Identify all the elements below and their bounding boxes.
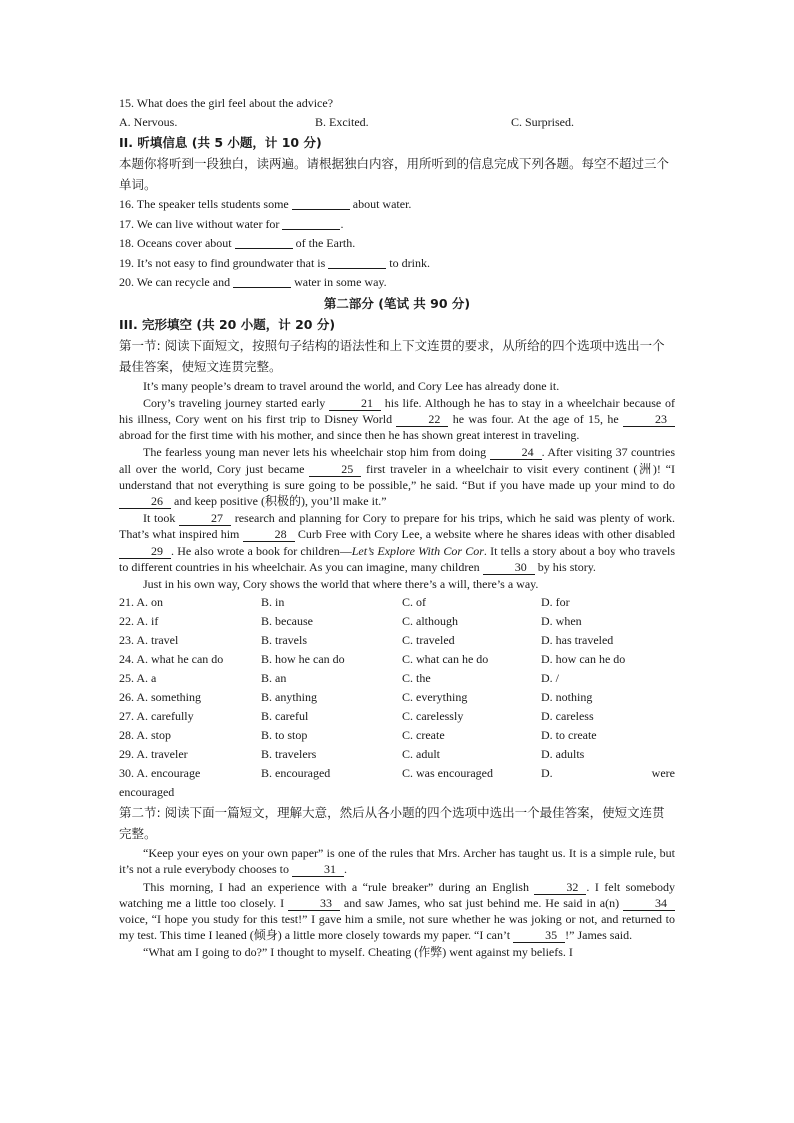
question-22-options [119, 612, 675, 631]
option: C. what can he do [402, 652, 489, 667]
option: B. to stop [261, 728, 308, 743]
option: D. adults [541, 747, 585, 762]
option: 24. A. what he can do [119, 652, 224, 667]
option: 27. A. carefully [119, 709, 194, 724]
answer-blank[interactable] [328, 256, 386, 269]
blank-29[interactable]: 29 [119, 544, 171, 559]
question-21-options [119, 593, 675, 612]
answer-blank[interactable] [292, 197, 350, 210]
option: D. were [541, 766, 675, 781]
section-3-instructions-2: 第二节: 阅读下面一篇短文，理解大意，然后从各小题的四个选项中选出一个最佳答案，使短文连贯完整。 [119, 805, 665, 842]
option: 30. A. encourage [119, 766, 201, 781]
option: A. Nervous. [119, 115, 178, 129]
blank-30[interactable]: 30 [483, 560, 535, 575]
question-27-options [119, 707, 675, 726]
option: B. anything [261, 690, 317, 705]
blank-34[interactable]: 34 [623, 896, 675, 911]
option: D. / [541, 671, 559, 686]
question-24-options [119, 650, 675, 669]
exam-page [119, 94, 675, 962]
option: C. although [402, 614, 458, 629]
book-title: Let’s Explore With Cor Cor [351, 543, 484, 558]
option: 28. A. stop [119, 728, 172, 743]
option: C. was encouraged [402, 766, 493, 781]
option: D. how can he do [541, 652, 626, 667]
option: 26. A. something [119, 690, 202, 705]
blank-25[interactable]: 25 [309, 462, 361, 477]
option: C. the [402, 671, 431, 686]
answer-blank[interactable] [233, 275, 291, 288]
question-26-options [119, 688, 675, 707]
question-18: 18. Oceans cover about of the Earth. [119, 236, 356, 250]
section-3-instructions-1: 第一节: 阅读下面短文，按照句子结构的语法性和上下文连贯的要求，从所给的四个选项中选出一个最佳答案，使短文连贯完整。 [119, 337, 665, 374]
passage-2-paragraph: “What am I going to do?” I thought to myself. Cheating (作弊) went against my beliefs. I [143, 945, 573, 960]
option: B. careful [261, 709, 309, 724]
blank-33[interactable]: 33 [288, 896, 340, 911]
option: C. create [402, 728, 445, 743]
passage-1-paragraph: It took 27 research and planning for Cory to prepare for his trips, which he said was plenty of work. That’s what inspired him 28 Curb Free with Cory Lee, a website where he shares ideas with other disabled 29 . He also wrote a book for children—Let’s Explore With Cor Cor. It tells a story about a boy who travels to different countries in his wheelchair. As you can imagine, many children 30 by his story. [119, 511, 676, 574]
blank-32[interactable]: 32 [534, 880, 586, 895]
option: C. adult [402, 747, 440, 762]
option: 21. A. on [119, 595, 164, 610]
passage-1-paragraph: It’s many people’s dream to travel around the world, and Cory Lee has already done it. [143, 378, 560, 393]
blank-21[interactable]: 21 [329, 396, 381, 411]
option: D. to create [541, 728, 597, 743]
question-23-options [119, 631, 675, 650]
passage-1-paragraph: Cory’s traveling journey started early 21 his life. Although he has to stay in a wheelchair because of his illness, Cory went on his first trip to Disney World 22 he was four. At the age of 15, he 23 abroad for the first time with his mother, and since then he has shown great interest in traveling. [119, 395, 675, 443]
blank-23[interactable]: 23 [623, 412, 675, 427]
blank-26[interactable]: 26 [119, 494, 171, 509]
passage-2-paragraph: This morning, I had an experience with a “rule breaker” during an English 32 . I felt somebody watching me a little too closely. I 33 and saw James, who sat just behind me. He said in a(n) 34 voice, “I hope you study for this test!” I gave him a smile, not sure whether he was joking or not, and returned to my test. This time I leaned (倾身) a little more closely towards my paper. “I can’t 35 !” James said. [119, 879, 675, 943]
question-30-options [119, 764, 675, 783]
option: B. in [261, 595, 285, 610]
option: C. carelessly [402, 709, 464, 724]
passage-1-paragraph: Just in his own way, Cory shows the world that where there’s a will, there’s a way. [143, 576, 539, 591]
option: B. Excited. [315, 115, 369, 129]
option: 29. A. traveler [119, 747, 188, 762]
answer-blank[interactable] [282, 217, 340, 230]
option: 22. A. if [119, 614, 159, 629]
option: D. for [541, 595, 570, 610]
option: D. has traveled [541, 633, 614, 648]
blank-31[interactable]: 31 [292, 862, 344, 877]
part-2-title: 第二部分 (笔试 共 90 分) [323, 295, 471, 311]
option: 25. A. a [119, 671, 157, 686]
option: C. traveled [402, 633, 455, 648]
section-2-instructions: 本题你将听到一段独白，读两遍。请根据独白内容，用所听到的信息完成下列各题。每空不超过三个单词。 [119, 156, 670, 192]
blank-22[interactable]: 22 [396, 412, 448, 427]
option: B. how he can do [261, 652, 345, 667]
question-15-stem: 15. What does the girl feel about the advice? [119, 96, 334, 110]
passage-1-paragraph: The fearless young man never lets his wheelchair stop him from doing 24 . After visiting 37 countries all over the world, Cory just became 25 first traveler in a wheelchair to visit every continent (洲)! “I understand that not everything is sure going to be possible,” he said. “But if you have made up your mind to do 26 and keep positive (积极的), you’ll make it.” [119, 445, 676, 508]
blank-24[interactable]: 24 [490, 445, 542, 460]
question-17: 17. We can live without water for . [119, 216, 344, 231]
question-29-options [119, 745, 675, 764]
option: C. Surprised. [511, 115, 574, 129]
section-3-title: III. 完形填空 (共 20 小题，计 20 分) [119, 316, 336, 332]
question-15-options [119, 113, 675, 132]
answer-blank[interactable] [235, 236, 293, 249]
blank-27[interactable]: 27 [179, 511, 231, 526]
blank-35[interactable]: 35 [513, 928, 565, 943]
option: C. everything [402, 690, 468, 705]
passage-2-paragraph: “Keep your eyes on your own paper” is one of the rules that Mrs. Archer has taught us. It is a simple rule, but it’s not a rule everybody chooses to 31 . [119, 846, 675, 877]
question-16: 16. The speaker tells students some about water. [119, 197, 412, 211]
option: B. an [261, 671, 287, 686]
option-continuation: encouraged [119, 785, 175, 800]
option: D. nothing [541, 690, 593, 705]
blank-28[interactable]: 28 [243, 527, 295, 542]
question-25-options [119, 669, 675, 688]
question-19: 19. It’s not easy to find groundwater that is to drink. [119, 255, 430, 270]
option: 23. A. travel [119, 633, 179, 648]
option: D. when [541, 614, 582, 629]
option: C. of [402, 595, 426, 610]
option: D. careless [541, 709, 594, 724]
option: B. encouraged [261, 766, 331, 781]
section-2-title: II. 听填信息 (共 5 小题，计 10 分) [119, 135, 322, 150]
option: B. because [261, 614, 313, 629]
option: B. travelers [261, 747, 317, 762]
question-20: 20. We can recycle and water in some way. [119, 275, 387, 289]
option: B. travels [261, 633, 307, 648]
question-28-options [119, 726, 675, 745]
